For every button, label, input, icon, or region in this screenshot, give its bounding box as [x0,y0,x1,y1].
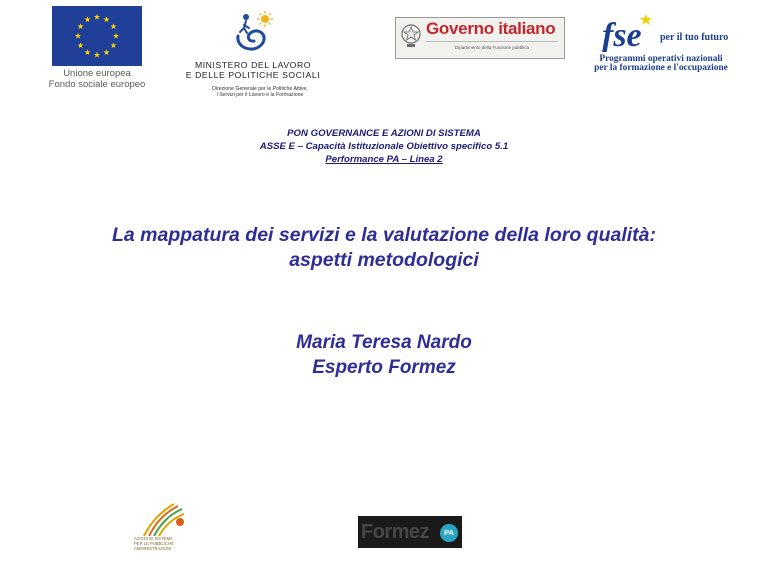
presentation-title-line1: La mappatura dei servizi e la valutazione della loro qualità: [112,224,656,246]
eu-caption-line2: Fondo sociale europeo [48,79,146,90]
governo-divider [426,41,558,42]
eu-flag-logo [52,6,142,66]
governo-italiano-logo [395,17,565,59]
eu-star-icon [103,49,109,55]
eu-star-icon [94,14,100,20]
fse-tagline: per il tuo futuro [660,32,729,43]
azioni-di-sistema-caption: AZIONI DI SISTEMA PER LE PUBBLICHE AMMINISTRAZIONI [134,536,174,551]
eu-star-icon [84,16,90,22]
ministry-name-line2: E DELLE POLITICHE SOCIALI [185,70,321,80]
fse-caption-line2: per la formazione e l'occupazione [594,63,728,73]
eu-caption-line1: Unione europea [63,68,131,79]
formez-wordmark: Formez [361,521,430,543]
eu-star-icon [75,33,81,39]
eu-star-icon [110,23,116,29]
ministry-directorate-line2: i Servizi per il Lavoro e la Formazione [216,92,304,99]
azioni-di-sistema-logo-icon [140,500,188,536]
author-role: Esperto Formez [312,357,456,378]
eu-star-icon [84,49,90,55]
formez-pa-badge: PA [440,524,458,542]
program-line1: PON GOVERNANCE E AZIONI DI SISTEMA [287,128,481,139]
eu-star-icon [113,33,119,39]
eu-star-icon [78,23,84,29]
ministry-emblem-icon [228,10,276,56]
ministry-directorate-line1: Direzione Generale per le Politiche Attive, [212,86,308,92]
presentation-title-line2: aspetti metodologici [289,249,479,271]
eu-stars-icon [52,6,142,66]
author-name: Maria Teresa Nardo [296,332,472,353]
eu-star-icon [78,42,84,48]
fse-logo-icon [600,12,660,52]
svg-text:fse: fse [602,17,642,52]
eu-caption [44,68,150,90]
ministry-directorate [190,86,330,99]
eu-star-icon [94,52,100,58]
formez-pa-logo [358,516,462,548]
program-line2: ASSE E – Capacità Istituzionale Obiettivo specifico 5.1 [259,141,509,152]
program-line3: Performance PA – Linea 2 [325,154,443,165]
governo-title: Governo italiano [426,19,556,38]
eu-star-icon [103,16,109,22]
eu-star-icon [110,42,116,48]
fse-caption-line1: Programmi operativi nazionali [599,54,723,64]
ministry-name-line1: MINISTERO DEL LAVORO [194,60,312,70]
ministry-name [178,60,328,80]
italian-emblem-icon [400,21,422,49]
governo-subtitle: Dipartimento della Funzione pubblica [454,45,530,50]
